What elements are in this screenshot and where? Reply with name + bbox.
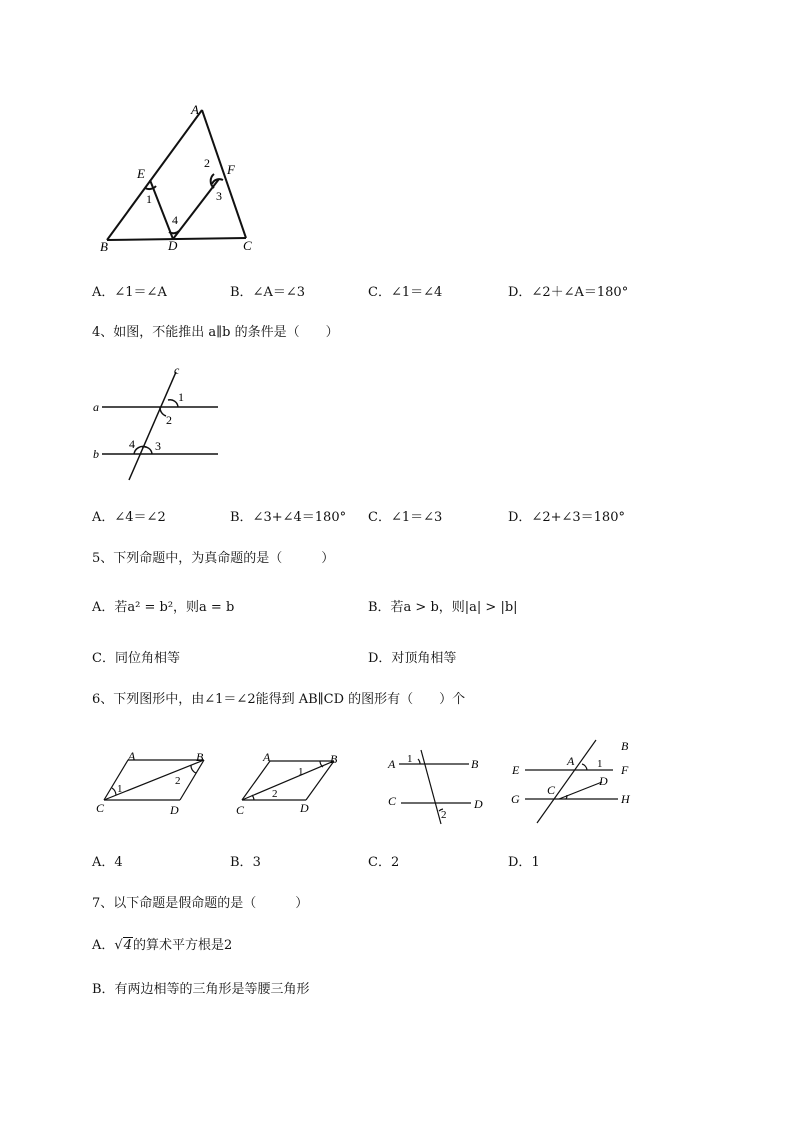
q5-option-c[interactable]: C．同位角相等 xyxy=(92,651,180,666)
q6-option-c[interactable]: C．2 xyxy=(368,855,400,870)
q3-option-a[interactable]: A．∠1＝∠A xyxy=(92,285,167,300)
q7-option-a[interactable]: A．√4的算术平方根是2 xyxy=(92,938,233,953)
label-C: C xyxy=(243,238,252,253)
label-E: E xyxy=(137,166,145,181)
label-1: 1 xyxy=(146,192,152,206)
angle-4-label: 4 xyxy=(129,437,135,451)
svg-text:B: B xyxy=(196,750,204,764)
svg-text:B: B xyxy=(621,739,629,753)
q7-stem: 7、以下命题是假命题的是（ ） xyxy=(92,896,309,911)
label-D: D xyxy=(168,238,178,253)
q4-option-b[interactable]: B．∠3+∠4＝180° xyxy=(230,510,347,525)
q5-stem: 5、下列命题中，为真命题的是（ ） xyxy=(92,551,335,566)
angle-2-label: 2 xyxy=(166,413,172,427)
svg-text:A: A xyxy=(128,749,136,763)
q6-stem: 6、下列图形中，由∠1＝∠2能得到 AB∥CD 的图形有（ ）个 xyxy=(92,692,466,707)
q6-option-b[interactable]: B．3 xyxy=(230,855,261,870)
label-2: 2 xyxy=(204,156,210,170)
svg-text:B: B xyxy=(330,752,338,766)
q3-option-c[interactable]: C．∠1＝∠4 xyxy=(368,285,443,300)
label-A: A xyxy=(191,102,199,117)
q4-option-a[interactable]: A．∠4＝∠2 xyxy=(92,510,166,525)
q7-option-b[interactable]: B．有两边相等的三角形是等腰三角形 xyxy=(92,982,310,997)
svg-text:D: D xyxy=(599,774,608,788)
line-b-label: b xyxy=(93,447,99,461)
parallel-lines-figure xyxy=(90,362,225,487)
q5-option-a[interactable]: A．若a² = b²，则a = b xyxy=(92,600,235,615)
triangle-figure xyxy=(95,100,265,260)
q6-option-a[interactable]: A．4 xyxy=(92,855,123,870)
svg-text:A: A xyxy=(388,757,396,771)
svg-text:A: A xyxy=(263,750,271,764)
svg-text:E: E xyxy=(512,763,520,777)
q5-option-d[interactable]: D．对顶角相等 xyxy=(368,651,457,666)
q3-option-b[interactable]: B．∠A＝∠3 xyxy=(230,285,306,300)
svg-text:C: C xyxy=(236,803,245,817)
svg-text:1: 1 xyxy=(407,753,413,765)
line-c-label: c xyxy=(174,363,180,377)
svg-text:1: 1 xyxy=(117,783,123,795)
line-a-label: a xyxy=(93,400,99,414)
q3-option-d[interactable]: D．∠2＋∠A＝180° xyxy=(508,285,629,300)
label-3: 3 xyxy=(216,189,222,203)
q4-stem: 4、如图，不能推出 a∥b 的条件是（ ） xyxy=(92,325,339,340)
angle-1-label: 1 xyxy=(178,390,184,404)
svg-text:D: D xyxy=(170,803,179,817)
svg-text:C: C xyxy=(388,794,397,808)
svg-text:C: C xyxy=(96,801,105,815)
q6-figure-1 xyxy=(92,748,217,820)
q5-option-b[interactable]: B．若a > b，则|a| > |b| xyxy=(368,600,518,615)
svg-text:F: F xyxy=(621,763,629,777)
svg-text:B: B xyxy=(471,757,479,771)
svg-text:1: 1 xyxy=(298,766,304,778)
svg-text:D: D xyxy=(300,801,309,815)
q6-figure-3 xyxy=(385,744,495,826)
q4-option-c[interactable]: C．∠1＝∠3 xyxy=(368,510,443,525)
svg-text:C: C xyxy=(547,783,556,797)
svg-text:2: 2 xyxy=(441,809,447,821)
svg-text:2: 2 xyxy=(175,775,181,787)
q4-option-d[interactable]: D．∠2+∠3＝180° xyxy=(508,510,625,525)
sqrt-icon: √ xyxy=(114,938,123,953)
svg-text:2: 2 xyxy=(272,788,278,800)
svg-text:H: H xyxy=(621,792,630,806)
q6-option-d[interactable]: D．1 xyxy=(508,855,540,870)
label-F: F xyxy=(227,162,235,177)
label-B: B xyxy=(100,239,108,254)
svg-text:1: 1 xyxy=(597,758,603,770)
q6-figure-2 xyxy=(232,748,352,820)
svg-text:G: G xyxy=(511,792,520,806)
q6-figure-4 xyxy=(508,735,638,827)
radicand: 4 xyxy=(123,938,132,953)
svg-text:D: D xyxy=(474,797,483,811)
svg-text:A: A xyxy=(567,754,575,768)
label-4: 4 xyxy=(172,213,178,227)
angle-3-label: 3 xyxy=(155,439,161,453)
